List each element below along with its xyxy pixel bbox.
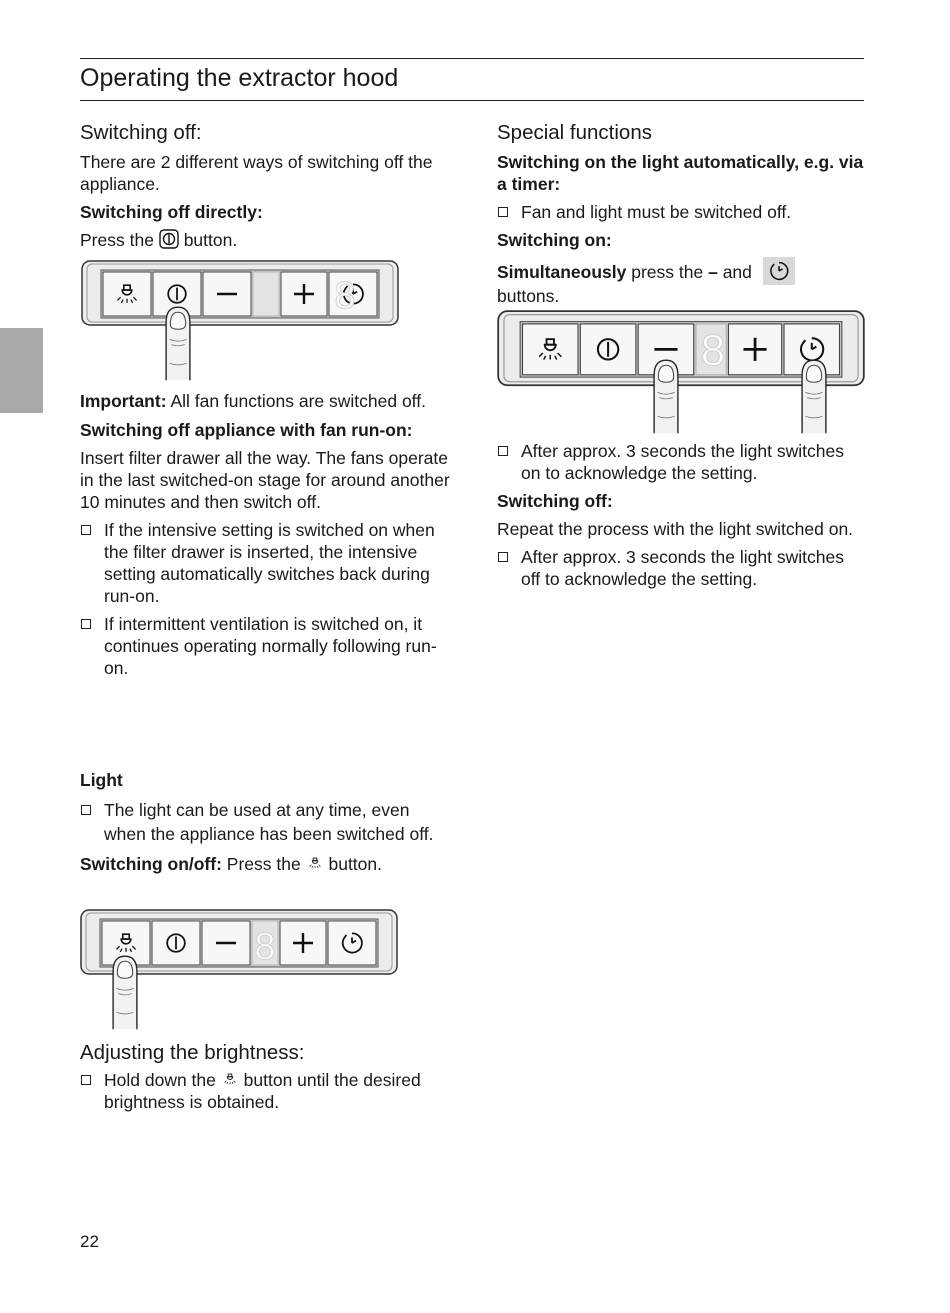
press-suffix: button.: [183, 230, 238, 250]
control-panel-timer: [497, 310, 867, 434]
onoff-label: Switching on/off:: [80, 854, 222, 874]
list-item-text: After approx. 3 seconds the light switches off to acknowledge the setting.: [521, 547, 844, 589]
control-panel-power: [81, 260, 401, 384]
finger-icon: [166, 307, 190, 380]
checkbox-icon: [498, 446, 508, 456]
control-panel-light: [80, 909, 400, 1033]
light-section: [80, 768, 452, 876]
list-item: [80, 613, 452, 679]
light-heading: Light: [80, 770, 123, 790]
switching-on-heading: Switching on:: [497, 230, 612, 250]
light-icon: [221, 1069, 239, 1089]
list-item-text: If intermittent ventilation is switched on, it continues operating normally following run-on.: [104, 614, 437, 678]
special-functions-details: [497, 440, 865, 590]
buttons-suffix: buttons.: [497, 286, 560, 306]
brightness-suffix: button until the desired brightness is obtained.: [104, 1070, 421, 1112]
checkbox-icon: [498, 207, 508, 217]
and-text: and: [722, 262, 752, 282]
special-functions-heading: Special functions: [497, 121, 652, 144]
checkbox-icon: [81, 1075, 91, 1085]
list-item-text: The light can be used at any time, even when the appliance has been switched off.: [104, 800, 434, 844]
special-functions-section: [497, 120, 865, 307]
top-rule: [80, 58, 864, 59]
panel-display-digit: 8: [254, 926, 276, 968]
switching-off-details: [80, 390, 452, 679]
important-text: All fan functions are switched off.: [170, 391, 426, 411]
press-power-instruction: [80, 229, 450, 251]
important-note: [80, 390, 452, 412]
list-item: [80, 798, 452, 846]
list-item: [80, 519, 452, 607]
switching-off-heading-right: Switching off:: [497, 491, 613, 511]
checkbox-icon: [498, 552, 508, 562]
panel-display-digit: 8: [334, 275, 356, 317]
brightness-heading: Adjusting the brightness:: [80, 1041, 305, 1064]
onoff-prefix: Press the: [226, 854, 301, 874]
press-prefix: Press the: [80, 230, 154, 250]
checkbox-icon: [81, 525, 91, 535]
brightness-section: [80, 1040, 452, 1113]
brightness-prefix: Hold down the: [104, 1070, 216, 1090]
runon-text: Insert filter drawer all the way. The fans operate in the last switched-on stage for around another 10 minutes and then switch off.: [80, 448, 450, 512]
list-item: [80, 1069, 452, 1113]
list-item-text: After approx. 3 seconds the light switches on to acknowledge the setting.: [521, 441, 844, 483]
light-onoff-instruction: [80, 852, 452, 876]
list-item: [497, 201, 865, 223]
page-title: Operating the extractor hood: [80, 64, 399, 92]
section-tab: [0, 328, 43, 413]
switching-off-intro: There are 2 different ways of switching off the appliance.: [80, 152, 433, 194]
power-icon: [159, 229, 179, 249]
switching-off-heading: Switching off:: [80, 121, 202, 144]
important-label: Important:: [80, 391, 167, 411]
list-item: [497, 440, 865, 484]
title-rule: [80, 100, 864, 101]
list-item: [497, 546, 865, 590]
switching-off-section: [80, 120, 450, 251]
repeat-process-text: Repeat the process with the light switched on.: [497, 519, 854, 539]
page-number: 22: [80, 1232, 99, 1251]
checkbox-icon: [81, 805, 91, 815]
simultaneous-instruction: [497, 257, 865, 307]
list-item-text: Fan and light must be switched off.: [521, 202, 792, 222]
auto-light-heading: Switching on the light automatically, e.g. via a timer:: [497, 152, 864, 194]
checkbox-icon: [81, 619, 91, 629]
runon-heading: Switching off appliance with fan run-on:: [80, 420, 413, 440]
finger-icon: [654, 360, 678, 433]
timer-icon: [763, 257, 795, 285]
minus-symbol: –: [708, 262, 718, 282]
simultaneous-text: press the: [631, 262, 704, 282]
finger-icon: [113, 956, 137, 1029]
onoff-suffix: button.: [328, 854, 383, 874]
list-item-text: If the intensive setting is switched on when the filter drawer is inserted, the intensive setting automatically switches back during run-on.: [104, 520, 435, 606]
panel-display-digit: 8: [700, 326, 726, 375]
finger-icon: [802, 360, 826, 433]
light-icon: [306, 853, 324, 873]
switching-off-directly-heading: Switching off directly:: [80, 202, 263, 222]
simultaneously-label: Simultaneously: [497, 262, 627, 282]
